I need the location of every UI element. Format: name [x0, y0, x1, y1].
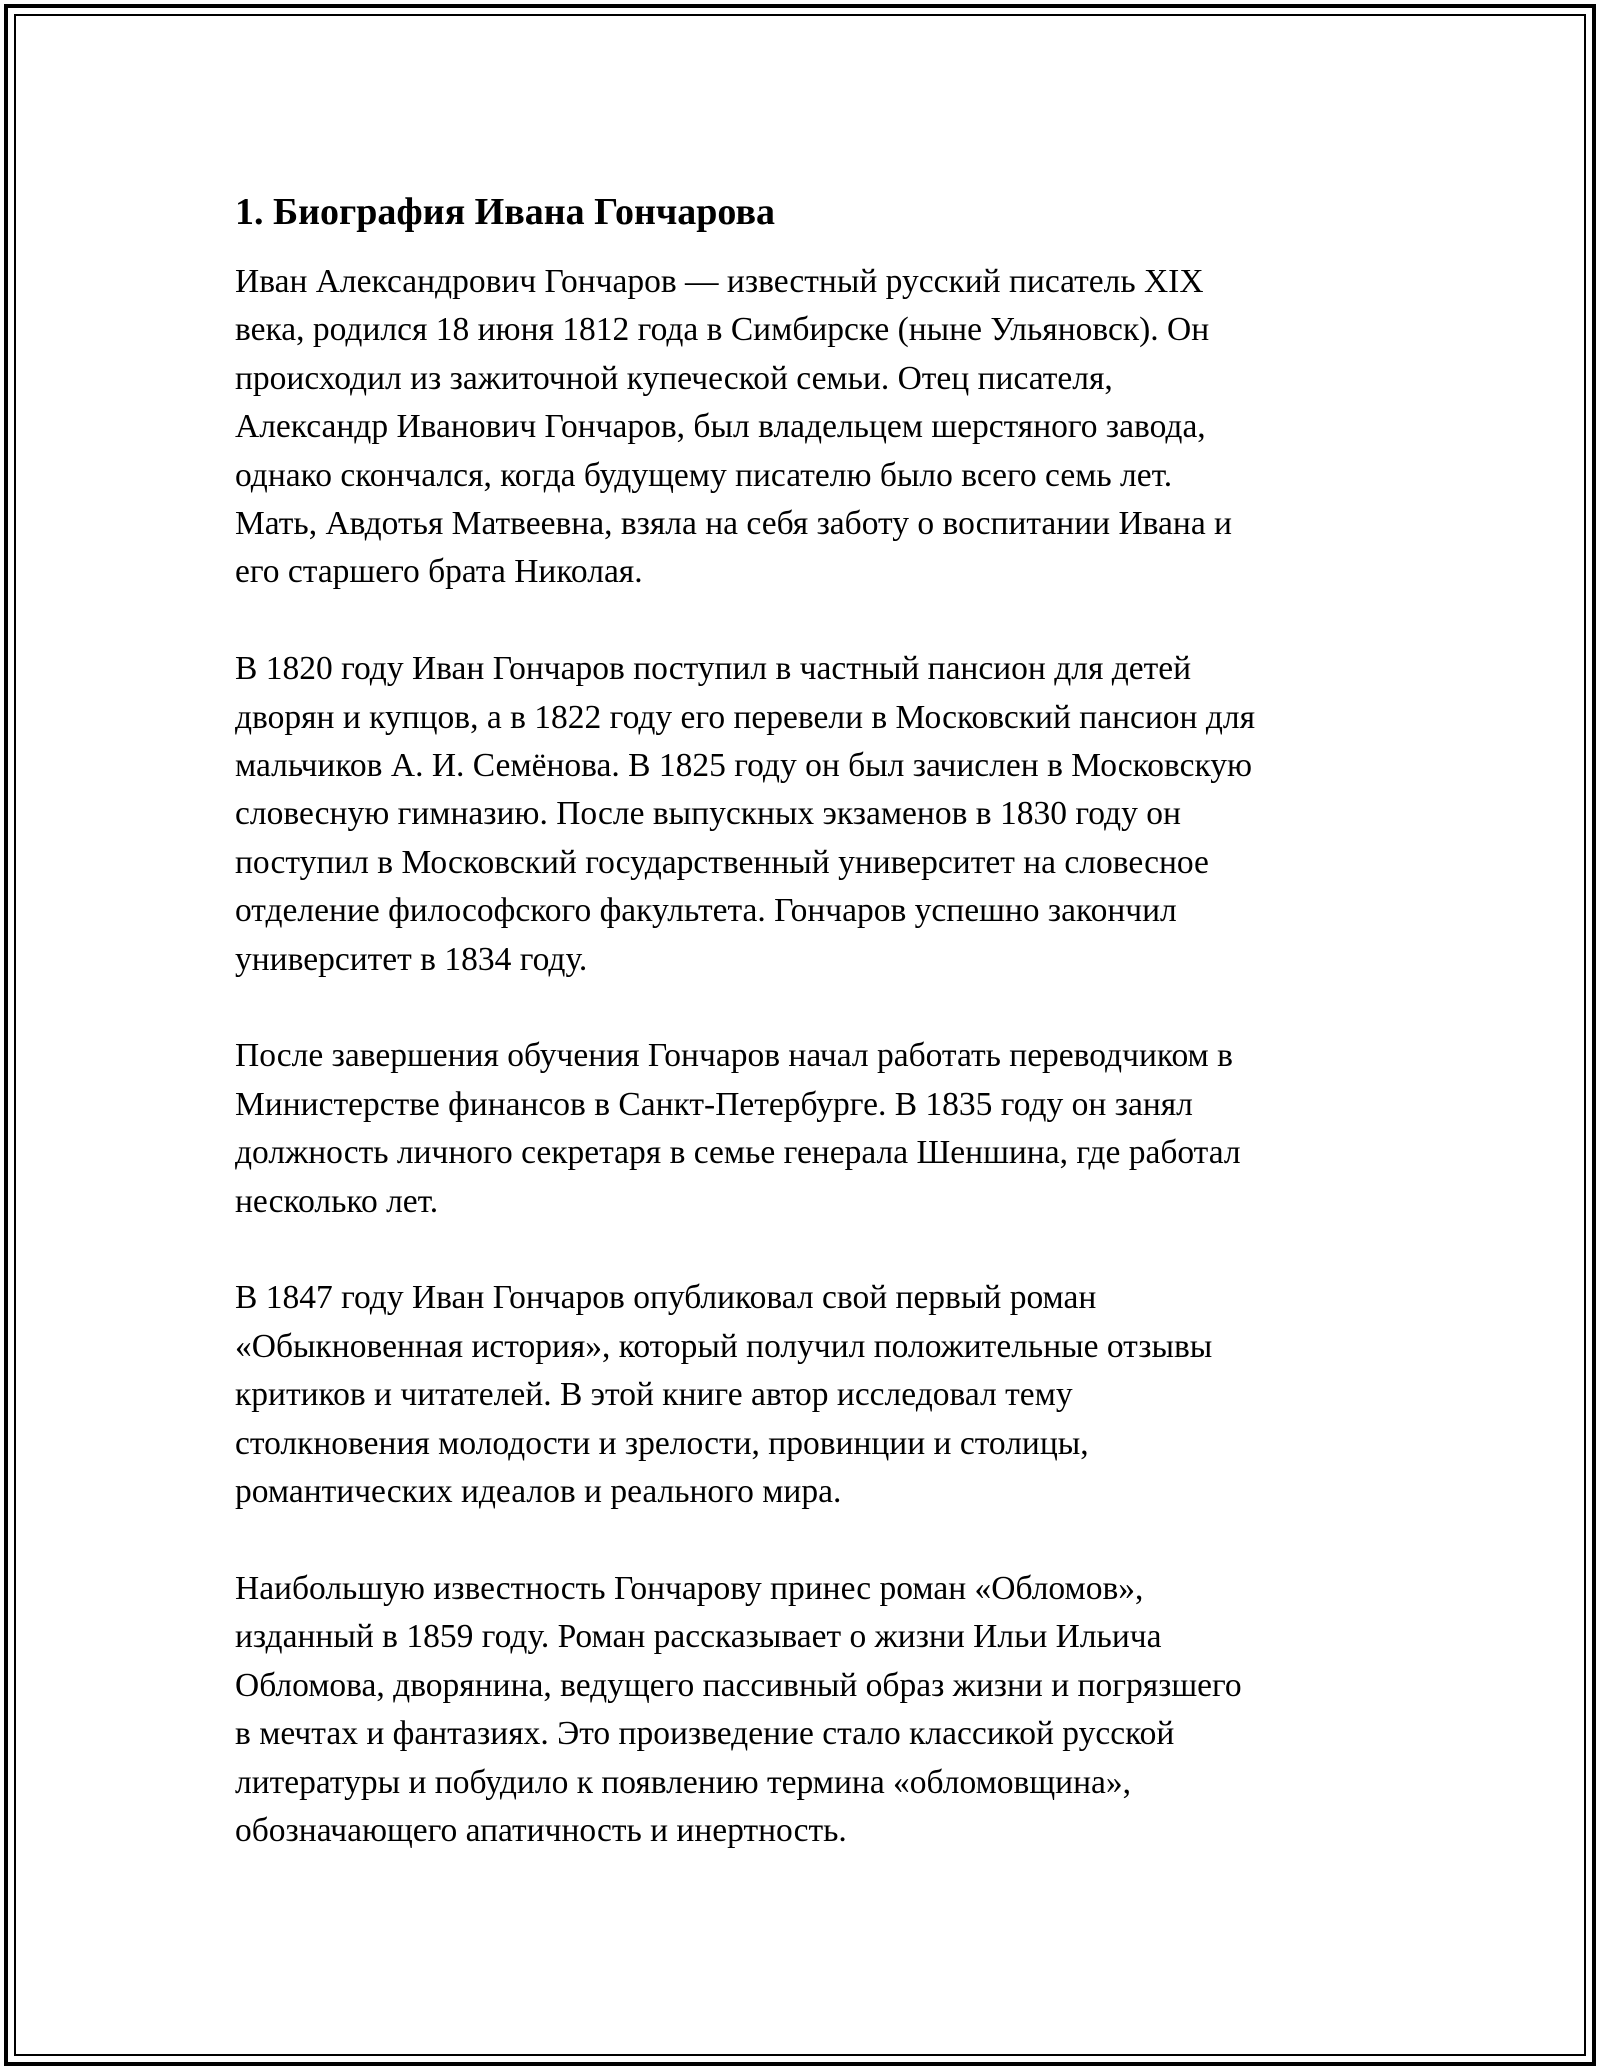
text-line: происходил из зажиточной купеческой семьи. Отец писателя,: [235, 359, 1113, 397]
text-line: Иван Александрович Гончаров — известный русский писатель XIX: [235, 263, 1204, 300]
paragraph-early-life: [235, 258, 1385, 597]
text-line: отделение философского факультета. Гончаров успешно закончил: [235, 892, 1177, 930]
text-line: мальчиков А. И. Семёнова. В 1825 году он был зачислен в Московскую: [235, 747, 1253, 785]
text-line: поступил в Московский государственный университет на словесное: [235, 843, 1209, 881]
text-line: Наибольшую известность Гончарову принес роман «Обломов»,: [235, 1569, 1144, 1607]
document-body: [235, 188, 1385, 1904]
text-line: После завершения обучения Гончаров начал работать переводчиком в: [235, 1037, 1233, 1075]
text-line: обозначающего апатичность и инертность.: [235, 1811, 847, 1849]
section-heading: 1. Биография Ивана Гончарова: [235, 191, 775, 233]
text-line: Александр Иванович Гончаров, был владельцем шерстяного завода,: [235, 408, 1206, 446]
text-line: В 1847 году Иван Гончаров опубликовал свой первый роман: [235, 1279, 1097, 1317]
text-line: дворян и купцов, а в 1822 году его перевели в Московский пансион для: [235, 698, 1256, 736]
text-line: столкновения молодости и зрелости, провинции и столицы,: [235, 1424, 1089, 1462]
text-line: в мечтах и фантазиях. Это произведение стало классикой русской: [235, 1715, 1175, 1753]
text-line: романтических идеалов и реального мира.: [235, 1473, 842, 1511]
paragraph-oblomov: [235, 1565, 1385, 1855]
text-line: должность личного секретаря в семье генерала Шеншина, где работал: [235, 1134, 1241, 1172]
text-line: Мать, Авдотья Матвеевна, взяла на себя заботу о воспитании Ивана и: [235, 505, 1232, 543]
text-line: словесную гимназию. После выпускных экзаменов в 1830 году он: [235, 795, 1181, 833]
text-line: литературы и побудило к появлению термина «обломовщина»,: [235, 1763, 1132, 1801]
text-line: университет в 1834 году.: [235, 940, 588, 978]
paragraph-first-novel: [235, 1274, 1385, 1516]
text-line: Министерстве финансов в Санкт-Петербурге. В 1835 году он занял: [235, 1085, 1193, 1123]
text-line: однако скончался, когда будущему писателю было всего семь лет.: [235, 456, 1173, 494]
text-line: В 1820 году Иван Гончаров поступил в частный пансион для детей: [235, 650, 1192, 688]
text-line: изданный в 1859 году. Роман рассказывает о жизни Ильи Ильича: [235, 1618, 1162, 1656]
text-line: критиков и читателей. В этой книге автор исследовал тему: [235, 1376, 1073, 1414]
paragraph-career: [235, 1032, 1385, 1226]
text-line: Обломова, дворянина, ведущего пассивный образ жизни и погрязшего: [235, 1666, 1242, 1704]
text-line: «Обыкновенная история», который получил положительные отзывы: [235, 1327, 1213, 1365]
paragraph-education: [235, 645, 1385, 984]
text-line: его старшего брата Николая.: [235, 553, 643, 591]
text-line: века, родился 18 июня 1812 года в Симбирске (ныне Ульяновск). Он: [235, 311, 1210, 349]
text-line: несколько лет.: [235, 1182, 439, 1220]
